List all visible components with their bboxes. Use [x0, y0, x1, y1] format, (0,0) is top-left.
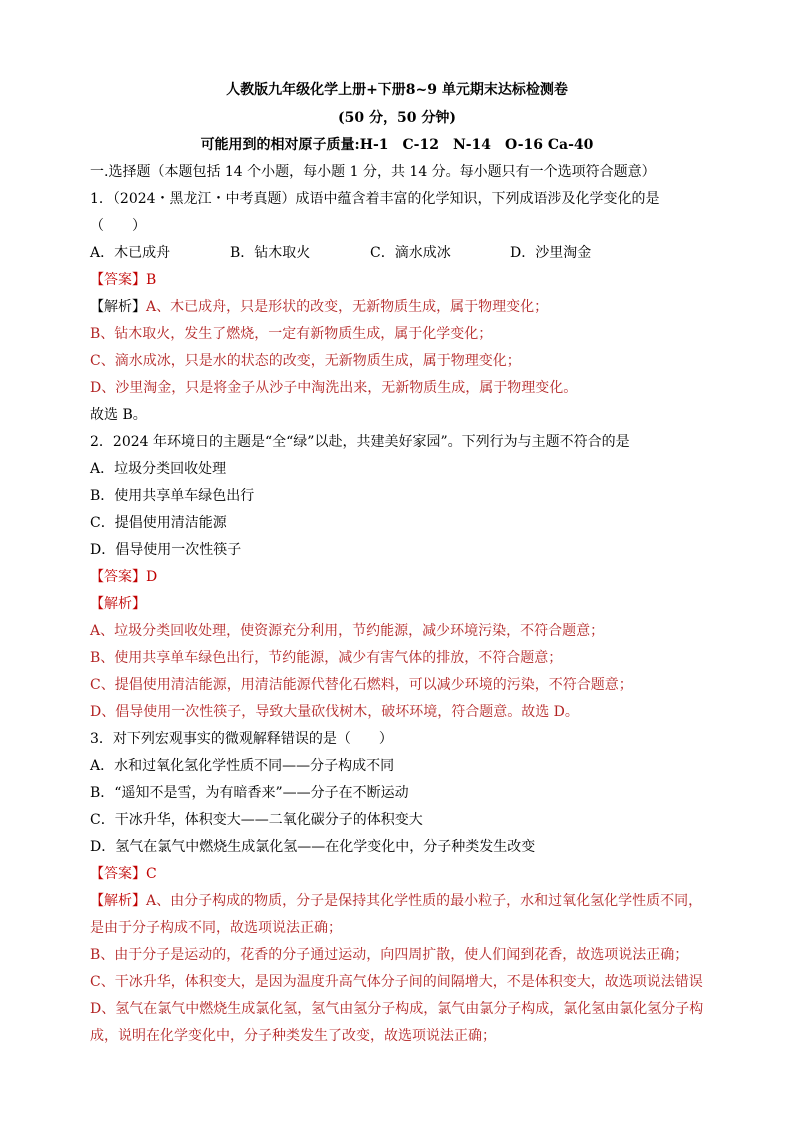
q1-option-c: C．滴水成冰	[370, 245, 451, 261]
q3-option-a: A．水和过氧化氢化学性质不同——分子构成不同	[90, 758, 395, 774]
q2-option-c: C．提倡使用清洁能源	[90, 515, 227, 531]
q3-option-b: B．“遥知不是雪，为有暗香来”——分子在不断运动	[90, 785, 409, 801]
q2-analysis-line: B、使用共享单车绿色出行，节约能源，减少有害气体的排放，不符合题意；	[90, 650, 563, 666]
q3-answer	[90, 864, 157, 884]
q3-stem: 3．对下列宏观事实的微观解释错误的是（ ）	[90, 731, 393, 747]
q3-analysis-line: B、由于分子是运动的，花香的分子通过运动，向四周扩散，使人们闻到花香，故选项说法正确；	[90, 947, 689, 963]
answer-tag: 【答案】	[90, 272, 146, 288]
q1-option-a: A．木已成舟	[90, 245, 171, 261]
q3-option-c: C．干冰升华，体积变大——二氧化碳分子的体积变大	[90, 812, 423, 828]
q1-options	[90, 243, 650, 263]
section-heading: 一.选择题（本题包括 14 个小题，每小题 1 分，共 14 分。每小题只有一个选项符合题意）	[90, 164, 656, 180]
q1-paren: （ ）	[90, 218, 146, 234]
q2-analysis-tag: 【解析】	[90, 596, 146, 612]
analysis-text: A、木已成舟，只是形状的改变，无新物质生成，属于物理变化；	[146, 299, 549, 315]
q1-analysis-line	[90, 297, 548, 317]
doc-title: 人教版九年级化学上册+下册8~9 单元期末达标检测卷	[226, 82, 568, 98]
q2-option-b: B．使用共享单车绿色出行	[90, 488, 255, 504]
q2-analysis-line: A、垃圾分类回收处理，使资源充分利用，节约能源，减少环境污染，不符合题意；	[90, 623, 605, 639]
q2-analysis-line: D、倡导使用一次性筷子，导致大量砍伐树木，破坏环境，符合题意。故选 D。	[90, 704, 579, 720]
q3-analysis-line: 是由于分子构成不同，故选项说法正确；	[90, 920, 342, 936]
answer-tag: 【答案】	[90, 866, 146, 882]
q1-analysis-line: B、钻木取火，发生了燃烧，一定有新物质生成，属于化学变化；	[90, 326, 493, 342]
analysis-tag: 【解析】	[90, 893, 146, 909]
q1-analysis-line: C、滴水成冰，只是水的状态的改变，无新物质生成，属于物理变化；	[90, 353, 521, 369]
q3-analysis-line: D、氢气在氯气中燃烧生成氯化氢，氢气由氢分子构成，氯气由氯分子构成，氯化氢由氯化氢分子构	[90, 1001, 704, 1017]
q1-analysis-line: D、沙里淘金，只是将金子从沙子中淘洗出来，无新物质生成，属于物理变化。	[90, 380, 578, 396]
q1-conclusion: 故选 B。	[90, 407, 147, 423]
q3-option-d: D．氢气在氯气中燃烧生成氯化氢——在化学变化中，分子种类发生改变	[90, 839, 536, 855]
q2-option-d: D．倡导使用一次性筷子	[90, 542, 242, 558]
answer-value: B	[146, 272, 157, 288]
answer-tag: 【答案】	[90, 569, 146, 585]
q1-stem: 1．（2024・黑龙江・中考真题）成语中蕴含着丰富的化学知识，下列成语涉及化学变化的是	[90, 191, 660, 207]
q2-option-a: A．垃圾分类回收处理	[90, 461, 227, 477]
q2-analysis-line: C、提倡使用清洁能源，用清洁能源代替化石燃料，可以减少环境的污染，不符合题意；	[90, 677, 633, 693]
q1-option-b: B．钻木取火	[230, 245, 311, 261]
answer-value: C	[146, 866, 157, 882]
q3-analysis-line: C、干冰升华，体积变大，是因为温度升高气体分子间的间隔增大，不是体积变大，故选项说法错误	[90, 974, 703, 990]
q3-analysis-line: 成，说明在化学变化中，分子种类发生了改变，故选项说法正确；	[90, 1028, 496, 1044]
q1-answer	[90, 270, 156, 290]
q2-stem: 2．2024 年环境日的主题是“全“绿”以赴，共建美好家园”。下列行为与主题不符合的是	[90, 434, 630, 450]
analysis-tag: 【解析】	[90, 299, 146, 315]
atomic-masses: 可能用到的相对原子质量:H-1 C-12 N-14 O-16 Ca-40	[200, 137, 594, 153]
q2-answer	[90, 567, 157, 587]
q1-option-d: D．沙里淘金	[510, 245, 592, 261]
q3-analysis-line	[90, 891, 702, 911]
doc-subtitle: (50 分，50 分钟)	[338, 110, 456, 126]
answer-value: D	[146, 569, 158, 585]
analysis-text: A、由分子构成的物质，分子是保持其化学性质的最小粒子，水和过氧化氢化学性质不同，	[146, 893, 703, 909]
